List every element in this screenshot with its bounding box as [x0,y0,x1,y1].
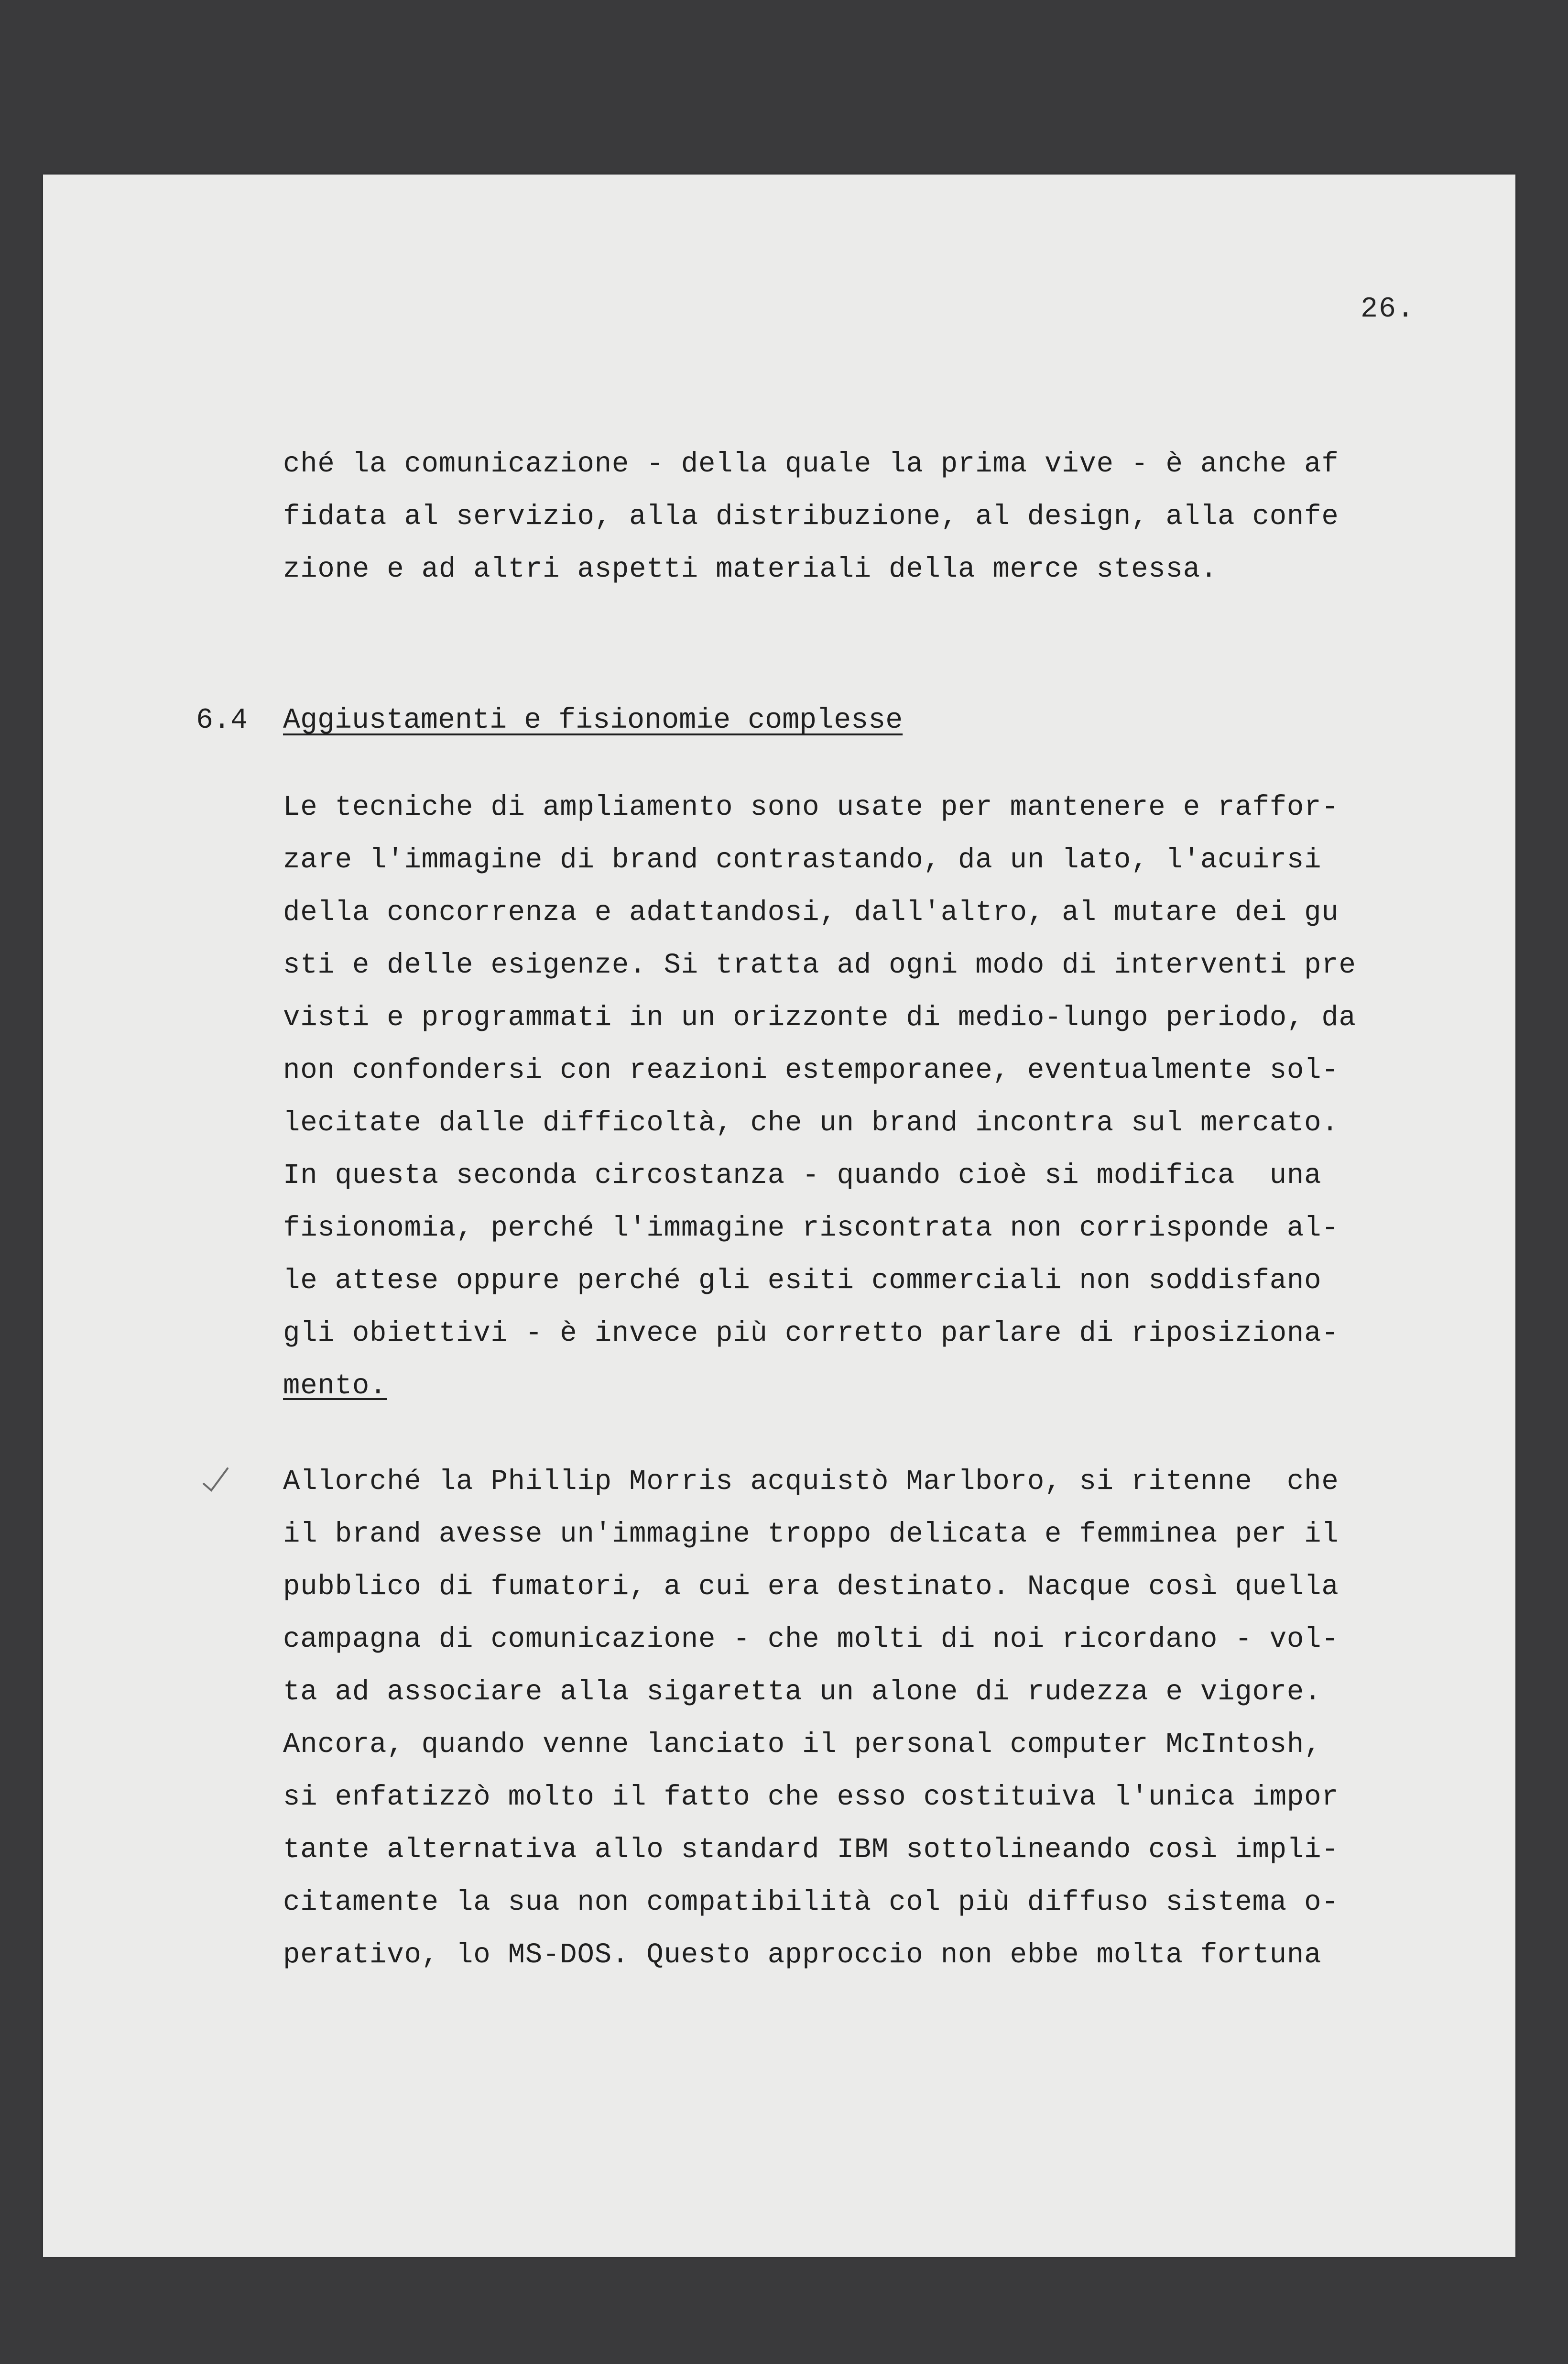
text-line: citamente la sua non compatibilità col più diffuso sistema o- [283,1886,1339,1918]
text-line: della concorrenza e adattandosi, dall'altro, al mutare dei gu [283,897,1339,929]
text-line: ché la comunicazione - della quale la prima vive - è anche af [283,448,1339,480]
text-line: Le tecniche di ampliamento sono usate per mantenere e raffor- [283,791,1339,823]
text-line: campagna di comunicazione - che molti di noi ricordano - vol- [283,1623,1339,1655]
text-line: Allorché la Phillip Morris acquistò Marlboro, si ritenne che [283,1466,1339,1498]
check-mark-icon [201,1466,229,1494]
text-line: lecitate dalle difficoltà, che un brand incontra sul mercato. [283,1107,1339,1139]
text-line: visti e programmati in un orizzonte di medio-lungo periodo, da [283,1002,1356,1034]
text-line: fidata al servizio, alla distribuzione, al design, alla confe [283,501,1339,533]
page-number: 26. [1361,293,1416,326]
text-line: non confondersi con reazioni estemporanee, eventualmente sol- [283,1054,1339,1086]
text-line: sti e delle esigenze. Si tratta ad ogni modo di interventi pre [283,949,1356,981]
text-line: In questa seconda circostanza - quando cioè si modifica una [283,1160,1322,1192]
text-line: si enfatizzò molto il fatto che esso costituiva l'unica impor [283,1781,1339,1813]
section-title: Aggiustamenti e fisionomie complesse [283,704,903,737]
text-line: fisionomia, perché l'immagine riscontrata non corrisponde al- [283,1212,1339,1244]
text-line: il brand avesse un'immagine troppo delicata e femminea per il [283,1518,1339,1550]
text-line: gli obiettivi - è invece più corretto parlare di riposiziona- [283,1317,1339,1349]
document-page [43,175,1515,2257]
text-line: zione e ad altri aspetti materiali della merce stessa. [283,553,1218,585]
text-line: tante alternativa allo standard IBM sottolineando così impli- [283,1834,1339,1866]
section-number: 6.4 [196,704,248,737]
text-line: perativo, lo MS-DOS. Questo approccio non ebbe molta fortuna [283,1939,1322,1971]
text-line: zare l'immagine di brand contrastando, da un lato, l'acuirsi [283,844,1322,876]
text-line: le attese oppure perché gli esiti commerciali non soddisfano [283,1265,1322,1297]
text-line: mento. [283,1370,387,1402]
text-line: Ancora, quando venne lanciato il personal computer McIntosh, [283,1729,1322,1761]
text-line: ta ad associare alla sigaretta un alone di rudezza e vigore. [283,1676,1322,1708]
text-line: pubblico di fumatori, a cui era destinato. Nacque così quella [283,1571,1339,1603]
